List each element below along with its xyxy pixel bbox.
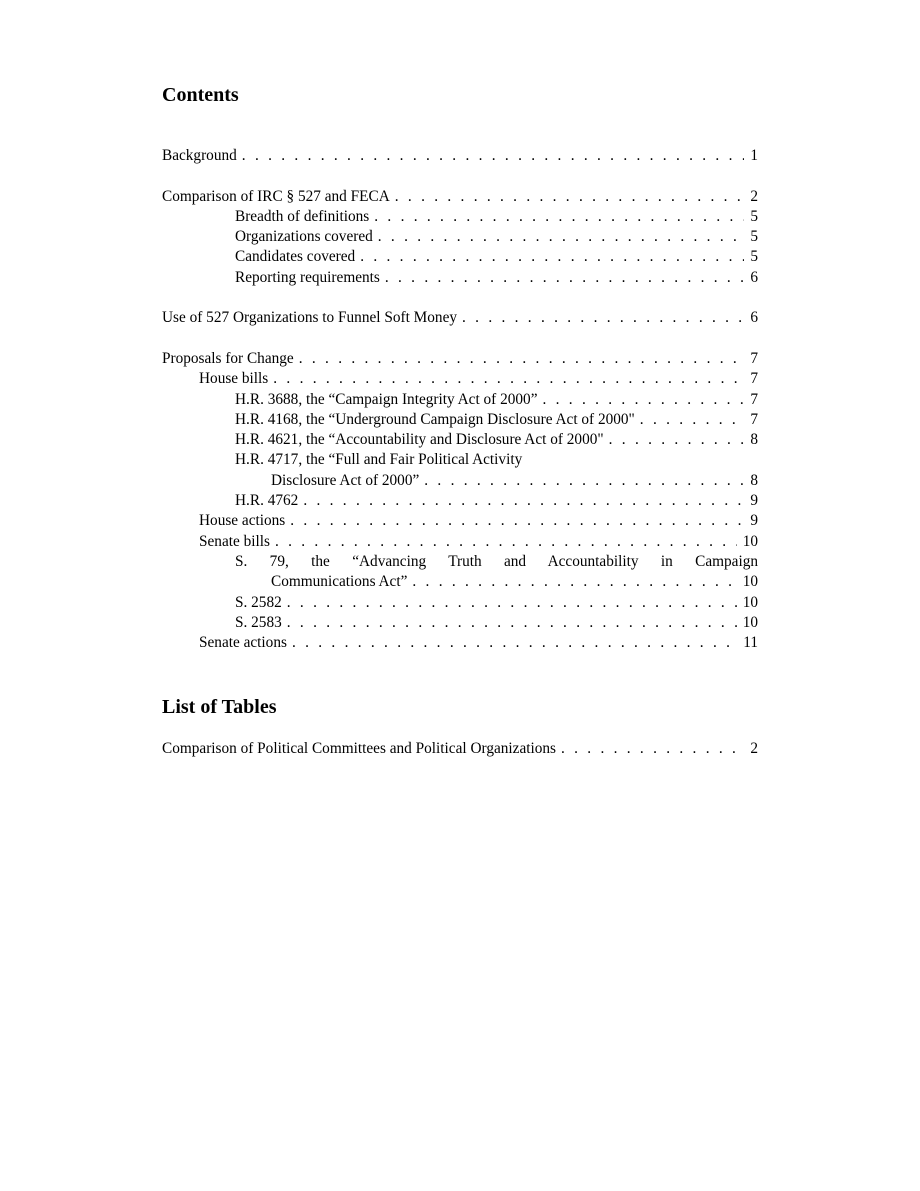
table-entry-page: 2	[750, 740, 758, 757]
dot-leader	[287, 613, 737, 633]
toc-entry-title: Candidates covered	[235, 248, 356, 266]
toc-entry-page: 5	[750, 228, 758, 246]
toc-entry-house-actions[interactable]	[162, 511, 758, 531]
dot-leader	[640, 410, 745, 430]
toc-entry-page: 6	[750, 268, 758, 286]
toc-entry-title: Comparison of IRC § 527 and FECA	[162, 187, 390, 205]
toc-entry-comparison[interactable]	[162, 187, 758, 207]
toc-entry-title: House bills	[199, 370, 269, 388]
toc-entry-page: 5	[750, 248, 758, 266]
toc-entry-title: S. 79, the “Advancing Truth and Accountability in Campaign	[235, 552, 758, 570]
toc-entry-title: Reporting requirements	[235, 268, 380, 286]
toc-entry-page: 9	[750, 492, 758, 510]
dot-leader	[374, 207, 744, 227]
toc-entry-page: 11	[743, 634, 758, 652]
toc-entry-page: 7	[750, 410, 758, 428]
toc-entry-title: Breadth of definitions	[235, 207, 370, 225]
dot-leader	[395, 187, 745, 207]
toc-entry-title: H.R. 3688, the “Campaign Integrity Act of 2000”	[235, 390, 538, 408]
toc-entry-title: S. 2583	[235, 613, 282, 631]
dot-leader	[385, 268, 744, 288]
table-of-contents	[162, 146, 758, 653]
toc-entry-title: S. 2582	[235, 593, 282, 611]
toc-entry-title: H.R. 4621, the “Accountability and Disclosure Act of 2000"	[235, 431, 604, 449]
dot-leader	[275, 532, 737, 552]
toc-entry-hr-4717-line-2[interactable]	[162, 471, 758, 491]
dot-leader	[242, 146, 745, 166]
dot-leader	[378, 227, 745, 247]
table-entry-title: Comparison of Political Committees and Political Organizations	[162, 740, 556, 757]
toc-entry-hr-4168[interactable]	[162, 410, 758, 430]
toc-entry-candidates-covered[interactable]	[162, 247, 758, 267]
toc-entry-page: 7	[750, 390, 758, 408]
toc-entry-title: H.R. 4762	[235, 492, 299, 510]
toc-entry-s-79-line-2[interactable]	[162, 572, 758, 592]
toc-entry-page: 8	[750, 431, 758, 449]
toc-entry-title: Senate actions	[199, 634, 287, 652]
dot-leader	[462, 308, 744, 328]
dot-leader	[303, 491, 744, 511]
toc-entry-breadth-of-definitions[interactable]	[162, 207, 758, 227]
dot-leader	[290, 511, 744, 531]
dot-leader	[561, 739, 744, 759]
toc-entry-title: Senate bills	[199, 532, 270, 550]
toc-entry-title: Organizations covered	[235, 228, 373, 246]
toc-entry-title: Background	[162, 147, 237, 164]
toc-entry-senate-actions[interactable]	[162, 633, 758, 653]
dot-leader	[292, 633, 737, 653]
dot-leader	[273, 369, 744, 389]
toc-entry-page: 6	[750, 309, 758, 327]
list-of-tables-heading: List of Tables	[162, 696, 277, 718]
dot-leader	[542, 390, 744, 410]
dot-leader	[299, 349, 745, 369]
toc-entry-proposals-for-change[interactable]	[162, 349, 758, 369]
list-of-tables	[162, 739, 758, 759]
toc-entry-s-2582[interactable]	[162, 593, 758, 613]
toc-entry-hr-4762[interactable]	[162, 491, 758, 511]
dot-leader	[287, 593, 737, 613]
toc-entry-hr-4621[interactable]	[162, 430, 758, 450]
toc-entry-page: 8	[750, 471, 758, 489]
toc-entry-page: 5	[750, 207, 758, 225]
toc-entry-page: 10	[742, 573, 758, 591]
dot-leader	[424, 471, 744, 491]
toc-entry-s-2583[interactable]	[162, 613, 758, 633]
toc-entry-house-bills[interactable]	[162, 369, 758, 389]
toc-entry-page: 7	[750, 370, 758, 388]
toc-entry-organizations-covered[interactable]	[162, 227, 758, 247]
toc-entry-title-continuation: Disclosure Act of 2000”	[271, 471, 420, 489]
toc-entry-title: Use of 527 Organizations to Funnel Soft Money	[162, 309, 458, 327]
dot-leader	[360, 247, 744, 267]
contents-heading: Contents	[162, 84, 239, 106]
toc-entry-page: 1	[750, 147, 758, 164]
toc-entry-title: H.R. 4717, the “Full and Fair Political Activity	[235, 451, 523, 469]
table-entry-comparison[interactable]	[162, 739, 758, 759]
toc-entry-s-79-line-1[interactable]	[162, 552, 758, 572]
toc-entry-page: 10	[742, 532, 758, 550]
toc-entry-reporting-requirements[interactable]	[162, 268, 758, 288]
toc-entry-page: 7	[750, 349, 758, 367]
toc-entry-title: House actions	[199, 512, 286, 530]
toc-entry-page: 9	[750, 512, 758, 530]
toc-entry-page: 2	[750, 187, 758, 205]
dot-leader	[412, 572, 736, 592]
toc-entry-page: 10	[742, 593, 758, 611]
toc-entry-hr-4717-line-1[interactable]	[162, 450, 758, 470]
toc-entry-soft-money[interactable]	[162, 308, 758, 328]
dot-leader	[609, 430, 745, 450]
toc-entry-page: 10	[742, 613, 758, 631]
toc-entry-title: Proposals for Change	[162, 349, 294, 367]
toc-entry-senate-bills[interactable]	[162, 532, 758, 552]
toc-entry-title: H.R. 4168, the “Underground Campaign Disclosure Act of 2000"	[235, 410, 635, 428]
toc-entry-hr-3688[interactable]	[162, 390, 758, 410]
toc-entry-background[interactable]	[162, 146, 758, 166]
toc-entry-title-continuation: Communications Act”	[271, 573, 408, 591]
